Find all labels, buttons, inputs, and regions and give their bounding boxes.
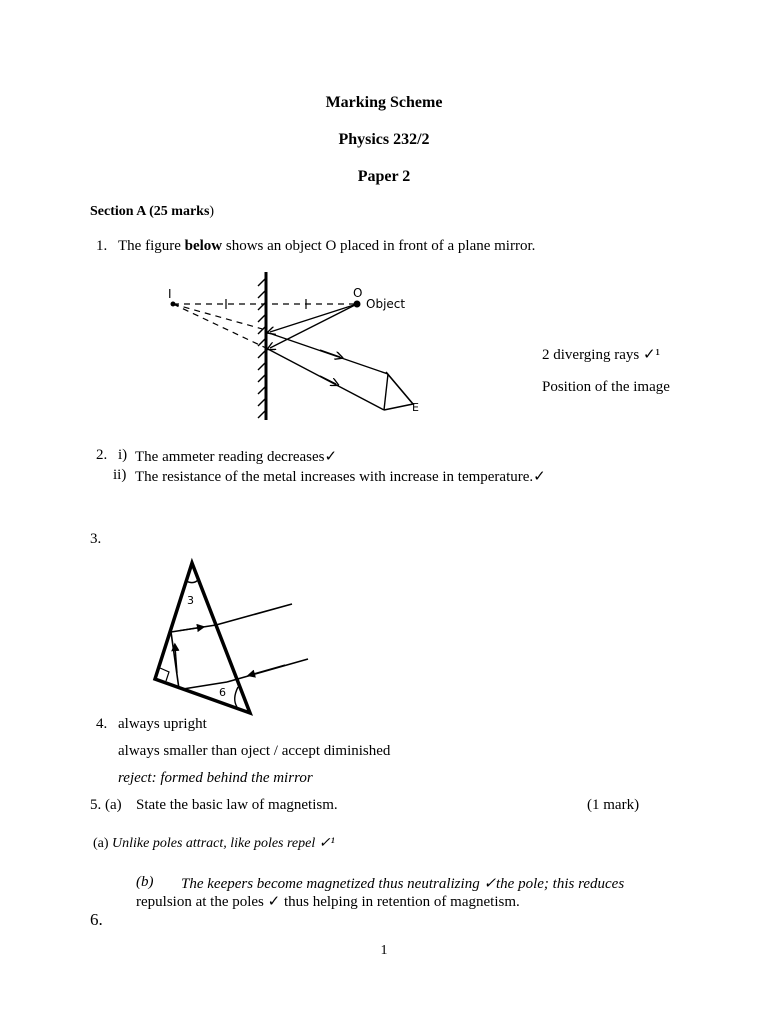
question-6-number: 6. <box>90 910 103 929</box>
question-5-number: 5. (a) <box>90 797 122 813</box>
q4-answer-line: always smaller than oject / accept diminished <box>118 743 391 759</box>
internal-ray-up <box>171 632 179 689</box>
q2-item-label: i) <box>118 447 128 463</box>
q1-note-image: Position of the image <box>542 379 670 395</box>
object-label: O <box>353 286 363 300</box>
right-angle-marker <box>160 668 169 681</box>
question-1-text: The figure below shows an object O placed in front of a plane mirror. <box>118 238 536 254</box>
incident-ray-2 <box>270 304 357 348</box>
prism-diagram <box>150 555 320 720</box>
apex-angle-label: 3 <box>187 594 194 607</box>
q4-answer-line: always upright <box>118 716 207 732</box>
plane-mirror-diagram <box>160 270 430 422</box>
q5b-answer-line2: repulsion at the poles ✓ thus helping in retention of magnetism. <box>136 894 520 910</box>
emergent-ray <box>216 604 292 625</box>
page-number: 1 <box>380 943 388 958</box>
q5a-answer: (a) Unlike poles attract, like poles repel ✓¹ <box>93 836 335 851</box>
question-1-number: 1. <box>96 238 108 254</box>
q5b-label: (b) <box>136 874 154 890</box>
eye-label: E <box>412 401 419 414</box>
base-angle-label: 6 <box>219 686 226 699</box>
incident-ray-1 <box>270 304 357 332</box>
object-text: Object <box>366 297 406 311</box>
q2-item-text: The ammeter reading decreases✓ <box>135 449 338 465</box>
q2-item-text: The resistance of the metal increases with increase in temperature.✓ <box>135 469 546 485</box>
q5-question-text: State the basic law of magnetism. <box>136 797 338 813</box>
q1-note-rays: 2 diverging rays ✓¹ <box>542 347 661 363</box>
eye-symbol <box>384 372 413 410</box>
paper-number: Paper 2 <box>357 168 411 185</box>
q4-reject-note: reject: formed behind the mirror <box>118 770 313 786</box>
question-3-number: 3. <box>90 531 102 547</box>
subject-code: Physics 232/2 <box>338 131 430 148</box>
image-label: I <box>168 287 172 301</box>
section-heading: Section A (25 marks) <box>90 204 215 219</box>
virtual-ray-1 <box>173 304 266 330</box>
base-angle-arc <box>235 687 238 707</box>
question-2-number: 2. <box>96 447 108 463</box>
page-title: Marking Scheme <box>325 94 443 111</box>
q5-marks: (1 mark) <box>587 797 640 813</box>
question-4-number: 4. <box>96 716 108 732</box>
q5b-answer-line1: The keepers become magnetized thus neutralizing ✓the pole; this reduces <box>181 876 625 892</box>
q2-item-label: ii) <box>113 467 127 483</box>
